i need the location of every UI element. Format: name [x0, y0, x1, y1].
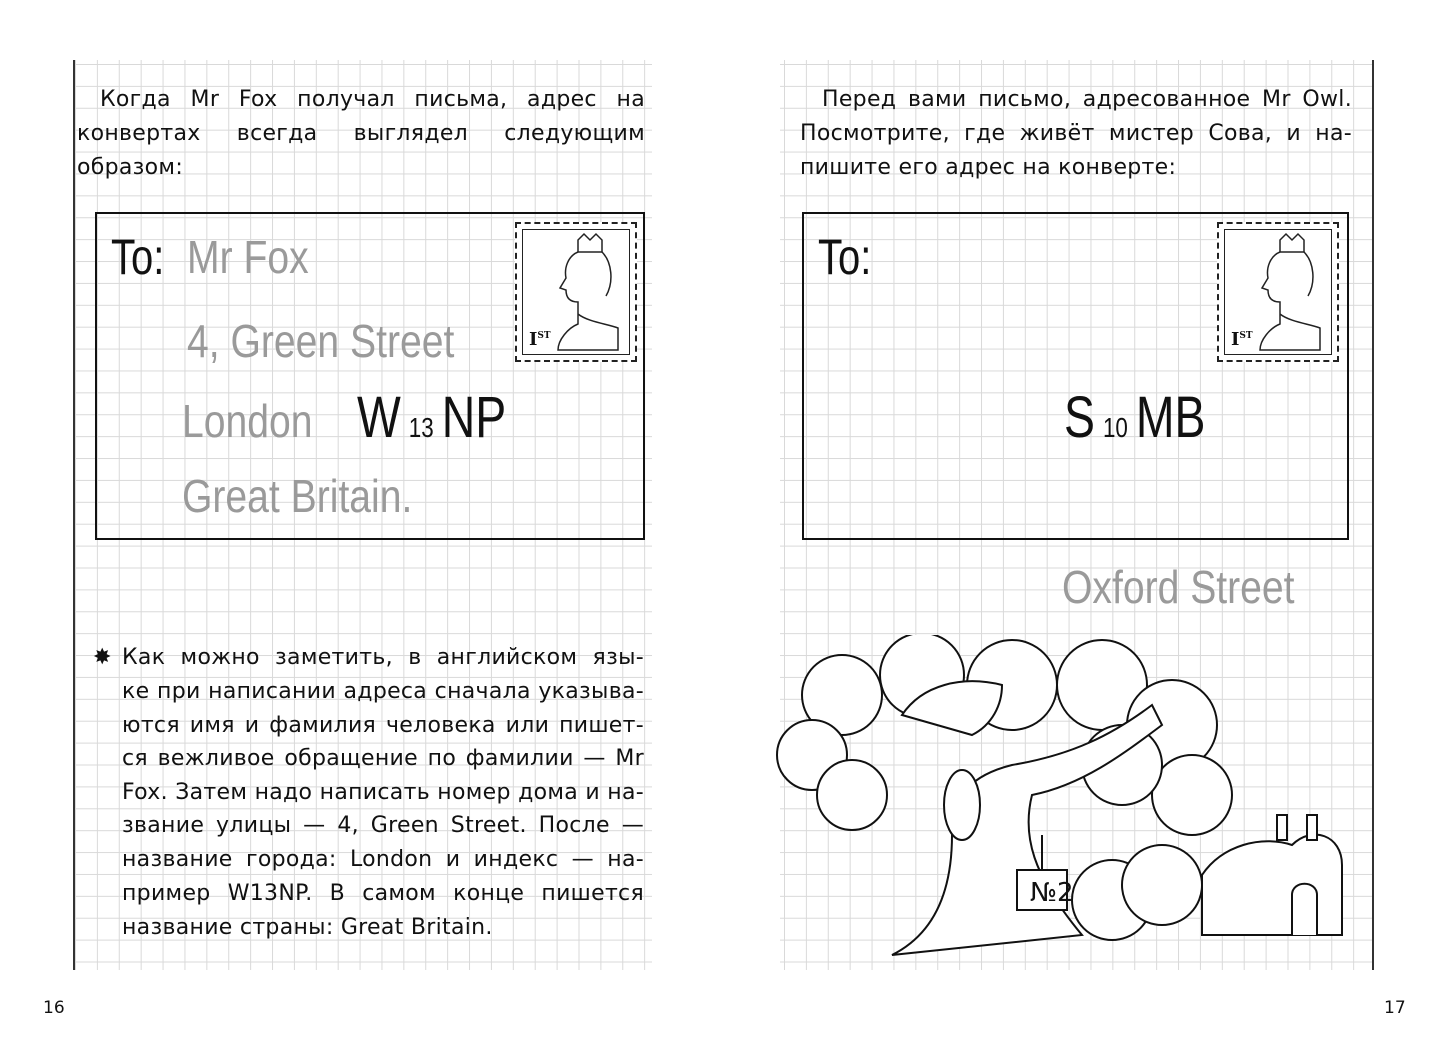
body-line: название города: London и индекс — на- — [122, 847, 644, 872]
stamp — [515, 222, 637, 362]
body-line: ся вежливое обращение по фамилии — Mr — [122, 746, 644, 771]
trace-name: Mr Fox — [187, 231, 309, 283]
stamp — [1217, 222, 1339, 362]
stamp-label: IST — [529, 329, 551, 350]
envelope-exercise — [802, 212, 1349, 540]
house-number-sign: №2 — [1030, 878, 1074, 908]
intro-line: Перед вами письмо, адресованное Mr Owl. — [822, 87, 1352, 112]
trace-city: London — [182, 395, 313, 447]
body-line: Как можно заметить, в английском язы- — [122, 645, 644, 670]
postcode-part: 10 — [1102, 412, 1128, 443]
postcode-part: W — [357, 385, 401, 450]
intro-line: конвертах всегда выглядел следующим — [77, 121, 645, 146]
page-number: 17 — [1384, 998, 1406, 1018]
envelope-example — [95, 212, 645, 540]
postcode-part: 13 — [408, 412, 434, 443]
page-number: 16 — [43, 998, 65, 1018]
body-line: Fox. Затем надо написать номер дома и на- — [122, 780, 644, 805]
postcode-part: MB — [1135, 385, 1206, 450]
body-line: звание улицы — 4, Green Street. После — — [122, 813, 644, 838]
trace-country: Great Britain. — [182, 470, 413, 522]
postcode-part: NP — [441, 385, 507, 450]
intro-line: образом: — [77, 155, 184, 180]
stamp-label: IST — [1231, 329, 1253, 350]
postcode — [357, 384, 506, 451]
left-page — [73, 60, 652, 970]
to-label: To: — [818, 229, 872, 285]
trace-street: Oxford Street — [1062, 561, 1295, 613]
body-line: пример W13NP. В самом конце пишется — [122, 881, 644, 906]
tree-house-illustration — [772, 635, 1372, 965]
right-page — [780, 60, 1374, 970]
to-label: To: — [111, 229, 165, 285]
postcode — [1064, 384, 1205, 451]
body-line: ке при написании адреса сначала указыва- — [122, 679, 644, 704]
trace-street: 4, Green Street — [187, 315, 455, 367]
body-line: ются имя и фамилия человека или пишет- — [122, 713, 644, 738]
intro-line: Посмотрите, где живёт мистер Сова, и на- — [800, 121, 1352, 146]
body-line: название страны: Great Britain. — [122, 915, 493, 940]
postcode-part: S — [1064, 385, 1095, 450]
intro-line: пишите его адрес на конверте: — [800, 155, 1177, 180]
intro-line: Когда Mr Fox получал письма, адрес на — [100, 87, 645, 112]
bullet-star-icon: ✸ — [93, 645, 112, 670]
